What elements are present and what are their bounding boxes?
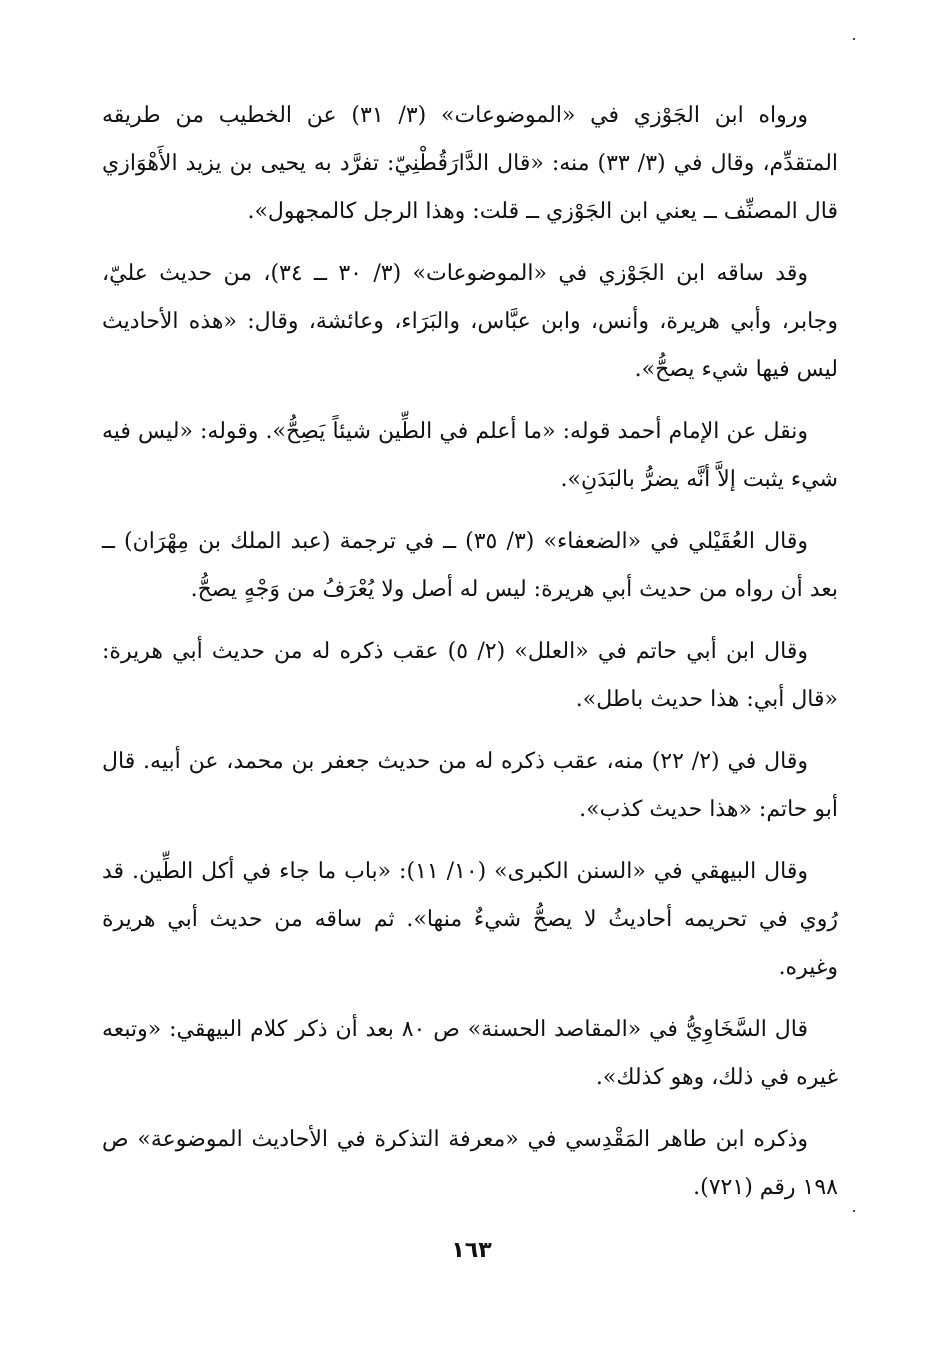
page-number: ١٦٣ <box>451 1238 492 1263</box>
paragraph-3: ونقل عن الإمام أحمد قوله: «ما أعلم في الطِّين شيئاً يَصِحُّ». وقوله: «ليس فيه شيء يثبت إلاَّ أنَّه يضرُّ بالبَدَنِ». <box>102 419 838 492</box>
paragraph-7: وقال البيهقي في «السنن الكبرى» (١٠/ ١١): «باب ما جاء في أكل الطِّين. قد رُوي في تحريمه أحاديثُ لا يصحُّ شيءٌ منها». ثم ساقه من حديث أبي هريرة وغيره. <box>102 859 838 980</box>
scan-speck <box>853 1210 855 1212</box>
paragraph-6: وقال في (٢/ ٢٢) منه، عقب ذكره له من حديث جعفر بن محمد، عن أبيه. قال أبو حاتم: «هذا حديث كذب». <box>102 749 838 822</box>
paragraph-1: ورواه ابن الجَوْزي في «الموضوعات» (٣/ ٣١) عن الخطيب من طريقه المتقدِّم، وقال في (٣/ ٣٣) منه: «قال الدَّارَقُطْنِيّ: تفرَّد به يحيى بن يزيد الأَهْوَازي قال المصنِّف ــ يعني ابن الجَوْزي ــ قلت: وهذا الرجل كالمجهول». <box>102 103 839 224</box>
paragraph-4: وقال العُقَيْلي في «الضعفاء» (٣/ ٣٥) ــ في ترجمة (عبد الملك بن مِهْرَان) ــ بعد أن رواه من حديث أبي هريرة: ليس له أصل ولا يُعْرَفُ من وَجْهٍ يصحُّ. <box>102 529 838 602</box>
paragraph-8: قال السَّخَاوِيُّ في «المقاصد الحسنة» ص ٨٠ بعد أن ذكر كلام البيهقي: «وتبعه غيره في ذلك، وهو كذلك». <box>102 1017 838 1090</box>
page-body <box>102 92 838 1226</box>
scan-speck <box>853 38 855 40</box>
paragraph-9: وذكره ابن طاهر المَقْدِسي في «معرفة التذكرة في الأحاديث الموضوعة» ص ١٩٨ رقم (٧٢١). <box>102 1127 838 1200</box>
paragraph-5: وقال ابن أبي حاتم في «العلل» (٢/ ٥) عقب ذكره له من حديث أبي هريرة: «قال أبي: هذا حديث باطل». <box>102 639 838 712</box>
paragraph-2: وقد ساقه ابن الجَوْزي في «الموضوعات» (٣/ ٣٠ ــ ٣٤)، من حديث عليّ، وجابر، وأبي هريرة، وأنس، وابن عبَّاس، والبَرَاء، وعائشة، وقال: «هذه الأحاديث ليس فيها شيء يصحُّ». <box>102 261 838 382</box>
